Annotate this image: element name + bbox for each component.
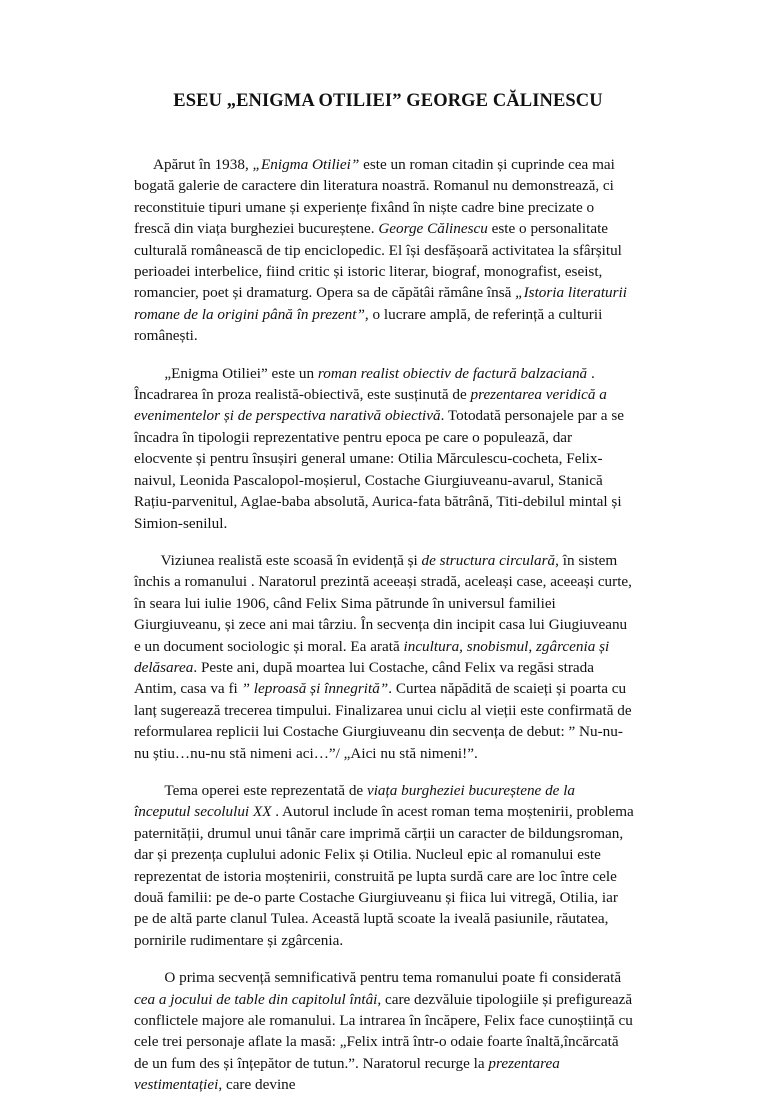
text-run: , în sistem închis a romanului . Naratorul prezintă aceeași stradă, aceleași case, aceeași curte, în seara lui iulie 1906, când Felix Sima pătrunde în universul familiei Giurgiuveanu, și zece ani mai târziu. În secvența din incipit casa lui Giugiuveanu e un document sociologic și moral. Ea arată bbox=[134, 551, 632, 655]
text-run: Tema operei este reprezentată de bbox=[134, 781, 367, 799]
italic-text-run: „Enigma Otiliei” bbox=[252, 156, 360, 173]
text-run: , care dezvăluie tipologiile și prefigurează conflictele majore ale romanului. La intrarea în încăpere, Felix face cunoștiință cu cele trei personaje aflate la masă: „Felix intră într-o odaie foarte înaltă,încărcată de un fum des și înțepător de tutun.”. Naratorul recurge la bbox=[134, 990, 633, 1072]
body-paragraph bbox=[134, 550, 634, 764]
body-paragraph bbox=[134, 154, 634, 347]
body-paragraph bbox=[134, 363, 634, 534]
text-run: . Peste ani, după moartea lui Costache, când Felix va regăsi strada Antim, casa va fi bbox=[134, 658, 594, 698]
italic-text-run: cea a jocului de table din capitolul întâi bbox=[134, 990, 378, 1008]
body-paragraph bbox=[134, 780, 634, 951]
italic-text-run: roman realist obiectiv de factură balzaciană bbox=[317, 364, 588, 382]
italic-text-run: George Călinescu bbox=[378, 220, 488, 238]
text-run: este un roman citadin și cuprinde cea mai bogată galerie de caractere din literatura noastră. Romanul nu demonstrează, ci reconstituie tipuri umane și experiențe fixând în niște cadre bine precizate o frescă din viața burgheziei bucureștene. bbox=[134, 156, 615, 238]
text-run: „Enigma Otiliei” este un bbox=[134, 364, 318, 382]
text-run: este o personalitate culturală românească de tip enciclopedic. El își desfășoară activitatea la sfârșitul perioadei interbelice, fiind critic și istoric literar, biograf, monografist, eseist, romancier, poet și dramaturg. Opera sa de căpătâi rămâne însă bbox=[134, 220, 622, 302]
text-run: . Autorul include în acest roman tema moștenirii, problema paternității, drumul unui tânăr care imprimă cărții un caracter de bildungsroman, dar și prezența cuplului adonic Felix și Otilia. Nucleul epic al romanului este reprezentat de istoria moștenirii, construită pe lupta surdă care are loc între cele două familii: pe de-o parte Costache Giurgiuveanu și fiica lui vitregă, Otilia, iar pe de altă parte clanul Tulea. Această luptă scoate la iveală pasiunile, răutatea, pornirile rudimentare și zgârcenia. bbox=[134, 803, 634, 949]
italic-text-run: incultura, snobismul, zgârcenia și delăsarea bbox=[134, 637, 610, 676]
text-run: O prima secvență semnificativă pentru tema romanului poate fi considerată bbox=[134, 969, 622, 987]
text-run: . Totodată personajele par a se încadra în tipologii reprezentative pentru epoca pe care o populează, dar elocvente și pentru însușiri general umane: Otilia Mărculescu-cocheta, Felix-naivul, Leonida Pascalopol-moșierul, Costache Giurgiuveanu-avarul, Stanică Rațiu-parvenitul, Aglae-baba absolută, Aurica-fata bătrână, Titi-debilul mintal și Simion-senilul. bbox=[134, 407, 624, 532]
document-body bbox=[134, 154, 634, 1096]
text-run: Apărut în 1938, bbox=[134, 156, 253, 173]
italic-text-run: prezentarea vestimentației bbox=[134, 1054, 560, 1094]
italic-text-run: „Istoria literaturii romane de la origini până în prezent” bbox=[134, 284, 627, 323]
italic-text-run: de structura circulară bbox=[421, 551, 556, 569]
text-run: Viziunea realistă este scoasă în evidență și bbox=[134, 551, 422, 569]
text-run: . Curtea năpădită de scaieți și poarta cu lanț sugerează trecerea timpului. Finalizarea unui ciclu al vieții este confirmată de reformularea replicii lui Costache Giurgiuveanu din secvența de debut: ” Nu-nu-nu știu…nu-nu stă nimeni aci…”/ „Aici nu stă nimeni!”. bbox=[134, 680, 632, 762]
italic-text-run: viața burgheziei bucureștene de la începutul secolului XX bbox=[134, 781, 576, 821]
italic-text-run: prezentarea veridică a evenimentelor și de perspectiva narativă obiectivă bbox=[134, 386, 607, 425]
text-run: . Încadrarea în proza realistă-obiectivă, este susținută de bbox=[134, 364, 595, 404]
text-run: , care devine bbox=[218, 1076, 296, 1094]
body-paragraph bbox=[134, 967, 634, 1095]
text-run: , o lucrare amplă, de referință a culturii românești. bbox=[134, 305, 603, 345]
italic-text-run: ” leproasă și înnegrită” bbox=[241, 680, 389, 698]
document-title: ESEU „ENIGMA OTILIEI” GEORGE CĂLINESCU bbox=[173, 91, 603, 111]
